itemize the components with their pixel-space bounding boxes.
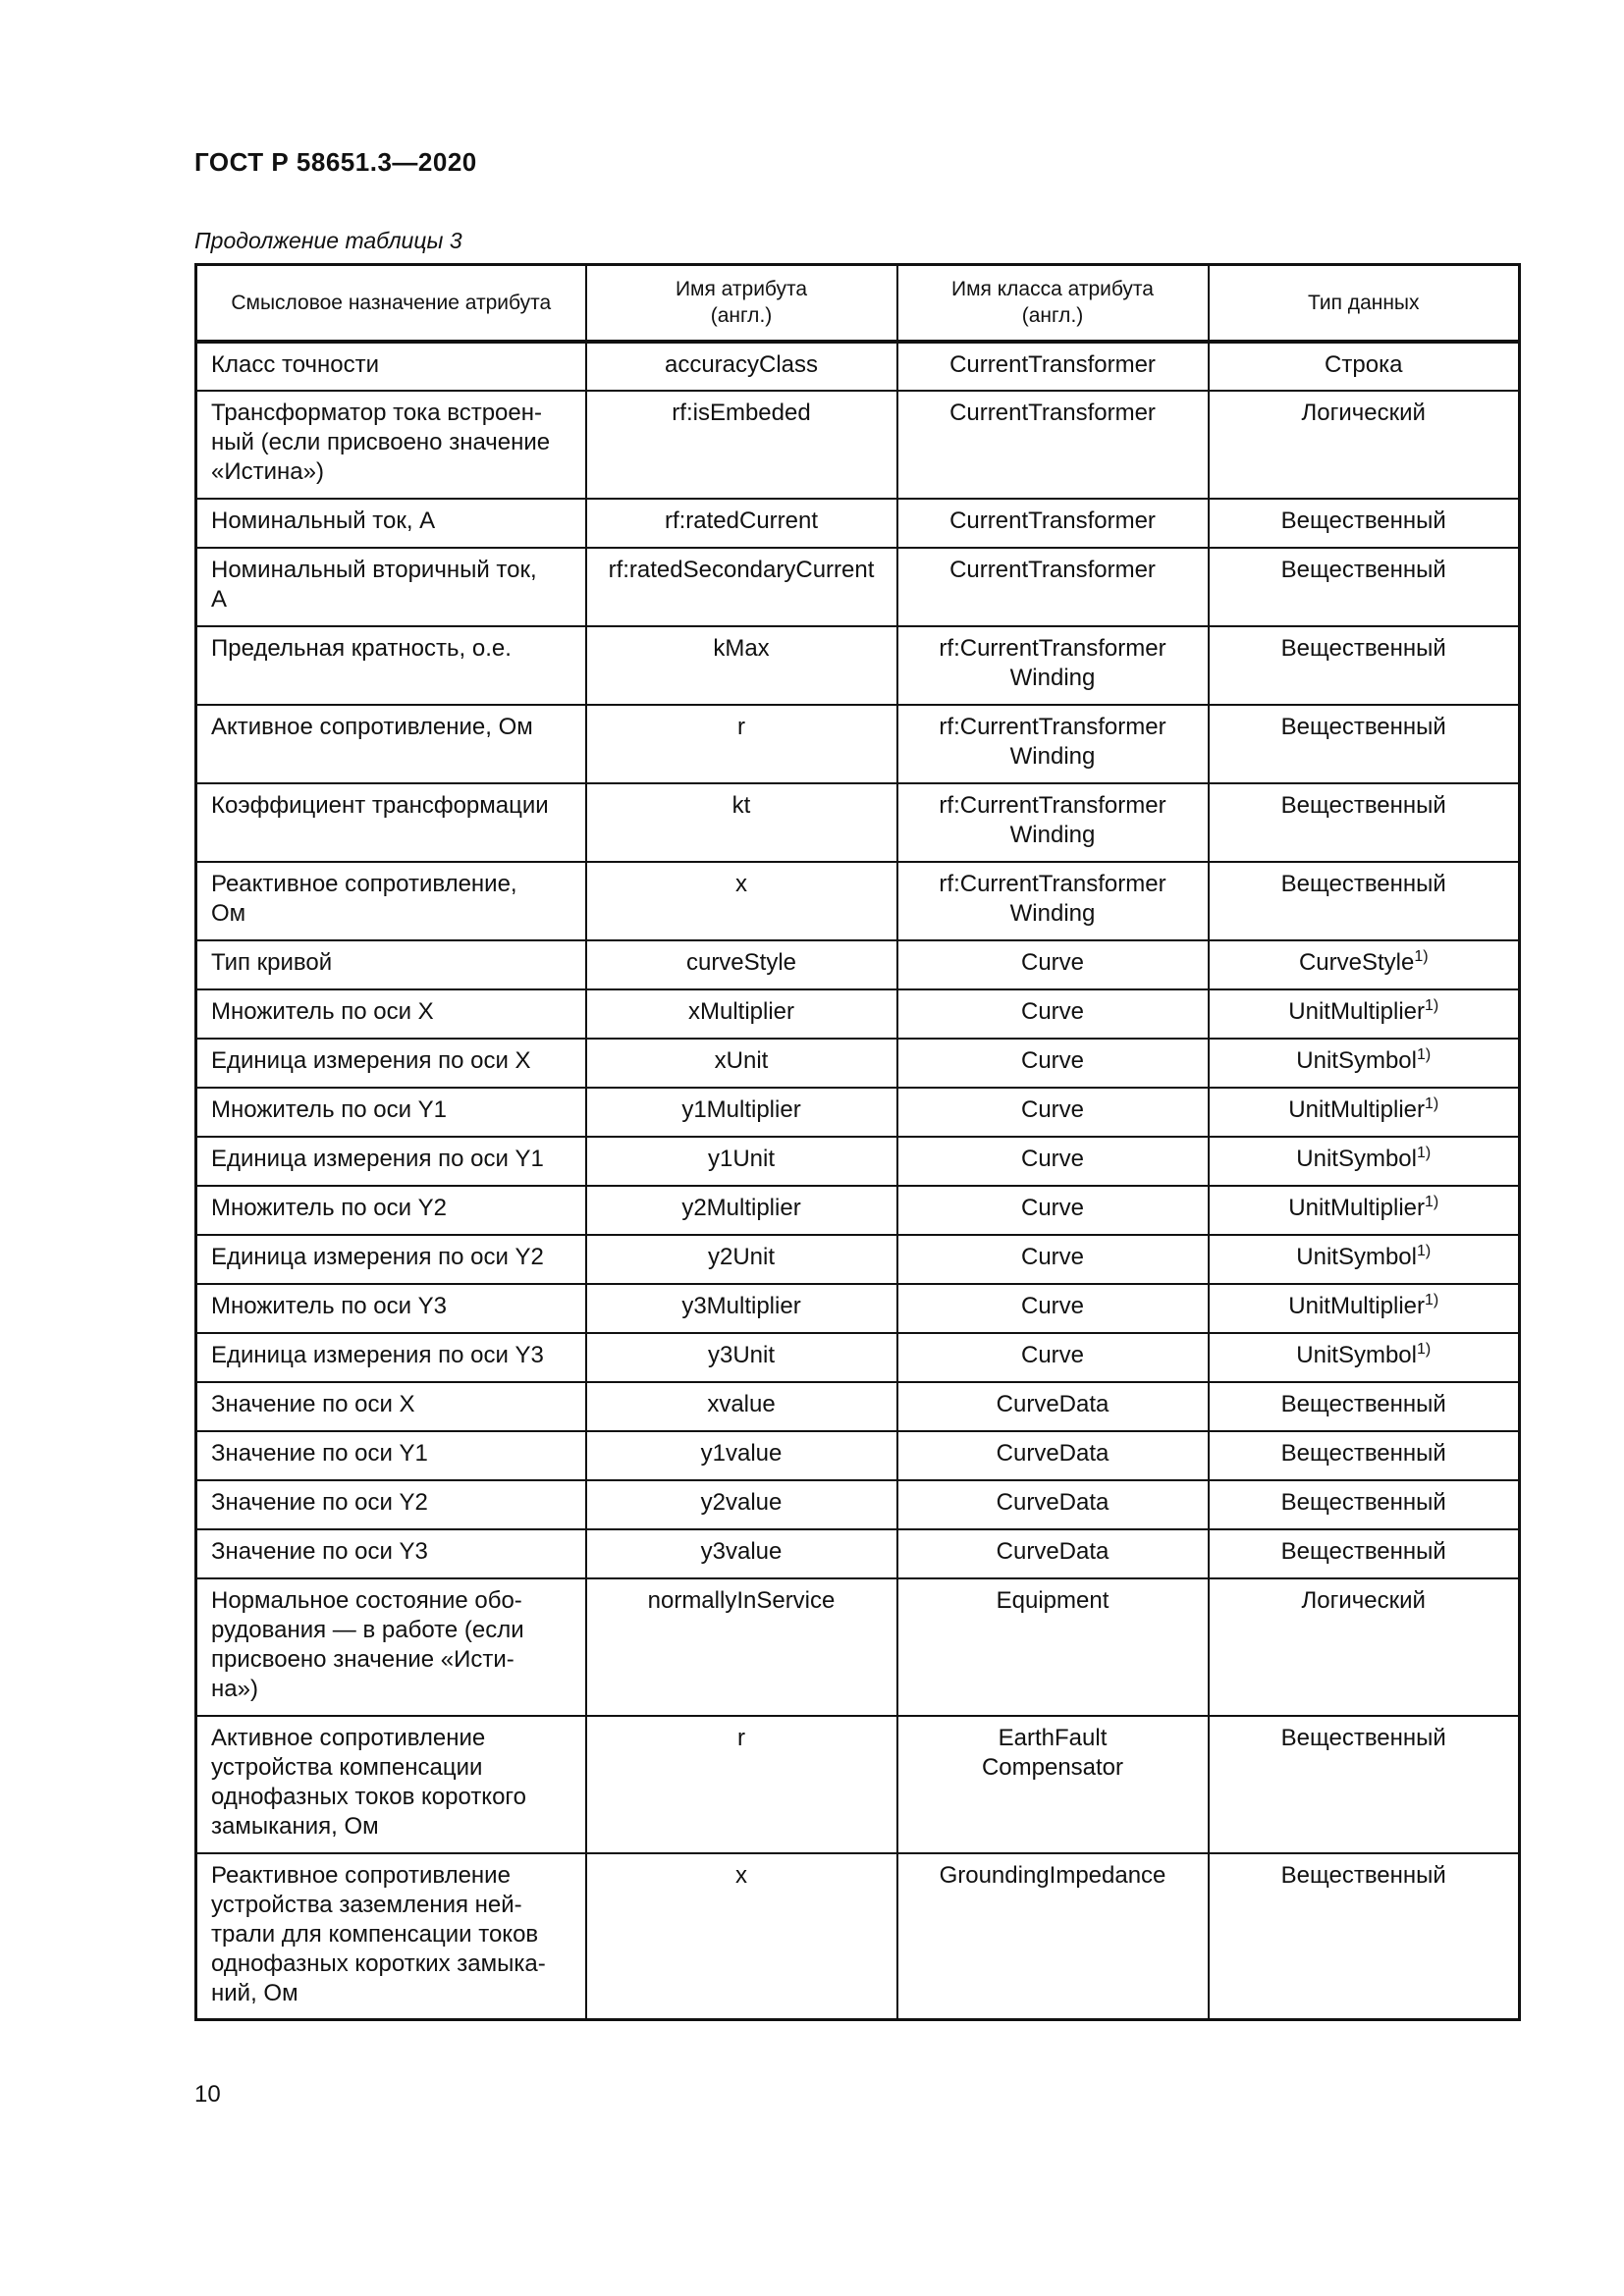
cell-line: CurrentTransformer — [949, 399, 1156, 426]
table-row — [196, 1716, 1520, 1853]
table-row — [196, 862, 1520, 940]
cell-class-name — [897, 1578, 1209, 1716]
cell-class-name — [897, 989, 1209, 1039]
cell-data-type — [1209, 1333, 1520, 1382]
cell-line: CurrentTransformer — [949, 507, 1156, 534]
cell-line: Equipment — [996, 1586, 1110, 1614]
cell-line: xUnit — [714, 1046, 769, 1074]
cell-attribute-meaning — [196, 1186, 586, 1235]
cell-attribute-meaning — [196, 1137, 586, 1186]
table-row — [196, 1853, 1520, 2020]
cell-class-name — [897, 1088, 1209, 1137]
cell-line: rf:ratedSecondaryCurrent — [608, 556, 875, 583]
cell-line: ний, Ом — [211, 1979, 298, 2006]
cell-line: rf:CurrentTransformer — [939, 791, 1166, 819]
data-type-text: UnitSymbol — [1296, 1046, 1417, 1074]
cell-line: xMultiplier — [687, 997, 795, 1025]
cell-class-name — [897, 1382, 1209, 1431]
cell-line: rf:CurrentTransformer — [939, 634, 1166, 662]
cell-line: Значение по оси Y2 — [211, 1488, 428, 1516]
cell-line: Winding — [1009, 821, 1096, 848]
cell-class-name — [897, 783, 1209, 862]
data-type-text: Строка — [1325, 350, 1403, 378]
cell-line: r — [737, 1724, 745, 1751]
data-type-text: Логический — [1301, 1586, 1426, 1614]
footnote-marker: 1) — [1424, 1291, 1439, 1308]
cell-data-type — [1209, 1480, 1520, 1529]
cell-line: Curve — [1020, 1095, 1085, 1123]
cell-class-name — [897, 1284, 1209, 1333]
column-header-attribute-name — [586, 265, 897, 342]
cell-attribute-name — [586, 1137, 897, 1186]
cell-line: Winding — [1009, 664, 1096, 691]
cell-line: kt — [731, 791, 751, 819]
table-row — [196, 989, 1520, 1039]
cell-line: CurveData — [996, 1390, 1110, 1417]
cell-line: Активное сопротивление — [211, 1724, 486, 1751]
cell-attribute-meaning — [196, 391, 586, 499]
cell-line: однофазных коротких замыка- — [211, 1949, 546, 1977]
cell-attribute-name — [586, 1186, 897, 1235]
data-type-text: UnitMultiplier — [1288, 1194, 1425, 1221]
table-row — [196, 1431, 1520, 1480]
data-type-text: Вещественный — [1280, 1724, 1446, 1751]
table-row — [196, 1137, 1520, 1186]
cell-data-type — [1209, 1578, 1520, 1716]
data-type-text: CurveStyle — [1298, 948, 1415, 976]
cell-attribute-name — [586, 1039, 897, 1088]
table-row — [196, 705, 1520, 783]
cell-line: Единица измерения по оси X — [211, 1046, 531, 1074]
standard-header: ГОСТ Р 58651.3—2020 — [194, 147, 477, 177]
cell-line: y2Multiplier — [681, 1194, 801, 1221]
data-type-text: Вещественный — [1280, 1537, 1446, 1565]
column-header-class-name — [897, 265, 1209, 342]
cell-data-type — [1209, 705, 1520, 783]
cell-data-type — [1209, 1284, 1520, 1333]
cell-line: Единица измерения по оси Y3 — [211, 1341, 544, 1368]
table-row — [196, 626, 1520, 705]
cell-line: rf:ratedCurrent — [664, 507, 819, 534]
cell-line: Curve — [1020, 948, 1085, 976]
cell-attribute-name — [586, 1088, 897, 1137]
cell-line: Номинальный ток, А — [211, 507, 436, 534]
cell-line: Множитель по оси X — [211, 997, 434, 1025]
data-type-text: Вещественный — [1280, 1390, 1446, 1417]
column-header-line: Имя класса атрибута — [951, 278, 1154, 301]
cell-line: устройства заземления ней- — [211, 1891, 522, 1918]
data-type-text: Вещественный — [1280, 1488, 1446, 1516]
table-row — [196, 1578, 1520, 1716]
cell-line: x — [735, 870, 747, 897]
footnote-marker: 1) — [1416, 1144, 1432, 1161]
cell-line: Трансформатор тока встроен- — [211, 399, 542, 426]
cell-attribute-meaning — [196, 626, 586, 705]
cell-class-name — [897, 1431, 1209, 1480]
cell-class-name — [897, 1333, 1209, 1382]
cell-attribute-name — [586, 1235, 897, 1284]
cell-line: y2value — [700, 1488, 783, 1516]
column-header-line: (англ.) — [710, 304, 773, 328]
cell-line: y1Unit — [707, 1145, 776, 1172]
cell-line: Активное сопротивление, Ом — [211, 713, 533, 740]
cell-line: на») — [211, 1675, 258, 1702]
cell-line: Winding — [1009, 899, 1096, 927]
cell-data-type — [1209, 1088, 1520, 1137]
data-type-text: UnitMultiplier — [1288, 1095, 1425, 1123]
cell-class-name — [897, 705, 1209, 783]
table-row — [196, 1529, 1520, 1578]
footnote-marker: 1) — [1416, 1340, 1432, 1358]
cell-data-type — [1209, 499, 1520, 548]
cell-line: Curve — [1020, 1292, 1085, 1319]
cell-attribute-meaning — [196, 705, 586, 783]
cell-data-type — [1209, 1137, 1520, 1186]
table-row — [196, 342, 1520, 391]
cell-line: curveStyle — [685, 948, 797, 976]
cell-line: rf:isEmbeded — [672, 399, 811, 426]
cell-class-name — [897, 1853, 1209, 2020]
attribute-table — [194, 263, 1521, 2021]
cell-data-type — [1209, 1382, 1520, 1431]
cell-attribute-meaning — [196, 548, 586, 626]
table-row — [196, 548, 1520, 626]
cell-attribute-meaning — [196, 1578, 586, 1716]
cell-class-name — [897, 1235, 1209, 1284]
cell-attribute-name — [586, 862, 897, 940]
data-type-text: UnitSymbol — [1296, 1145, 1417, 1172]
cell-line: Единица измерения по оси Y2 — [211, 1243, 544, 1270]
column-header-line: (англ.) — [1021, 304, 1084, 328]
page-number: 10 — [194, 2081, 221, 2108]
cell-line: kMax — [713, 634, 770, 662]
cell-line: Compensator — [981, 1753, 1124, 1781]
cell-line: Curve — [1020, 1243, 1085, 1270]
cell-attribute-meaning — [196, 342, 586, 391]
table-row — [196, 1088, 1520, 1137]
table-row — [196, 1039, 1520, 1088]
data-type-text: UnitSymbol — [1296, 1341, 1417, 1368]
cell-line: Реактивное сопротивление, — [211, 870, 517, 897]
cell-data-type — [1209, 989, 1520, 1039]
cell-line: rf:CurrentTransformer — [939, 870, 1166, 897]
cell-line: y3Unit — [707, 1341, 776, 1368]
cell-line: присвоено значение «Исти- — [211, 1645, 514, 1673]
footnote-marker: 1) — [1416, 1242, 1432, 1259]
cell-class-name — [897, 1480, 1209, 1529]
cell-data-type — [1209, 1039, 1520, 1088]
data-type-text: UnitSymbol — [1296, 1243, 1417, 1270]
cell-line: Curve — [1020, 1046, 1085, 1074]
cell-attribute-meaning — [196, 1039, 586, 1088]
cell-line: Множитель по оси Y2 — [211, 1194, 448, 1221]
cell-line: Значение по оси Y1 — [211, 1439, 428, 1467]
table-row — [196, 499, 1520, 548]
data-type-text: Вещественный — [1280, 556, 1446, 583]
cell-attribute-name — [586, 1716, 897, 1853]
cell-data-type — [1209, 391, 1520, 499]
data-type-text: Вещественный — [1280, 791, 1446, 819]
cell-class-name — [897, 548, 1209, 626]
cell-line: А — [211, 585, 228, 613]
cell-line: y3value — [700, 1537, 783, 1565]
column-header-line: Имя атрибута — [675, 278, 808, 301]
cell-line: Curve — [1020, 1145, 1085, 1172]
cell-line: Множитель по оси Y3 — [211, 1292, 448, 1319]
table-row — [196, 1235, 1520, 1284]
cell-attribute-name — [586, 705, 897, 783]
cell-attribute-meaning — [196, 989, 586, 1039]
table-row — [196, 940, 1520, 989]
data-type-text: Вещественный — [1280, 1439, 1446, 1467]
cell-line: Curve — [1020, 1194, 1085, 1221]
table-row — [196, 1186, 1520, 1235]
cell-line: однофазных токов короткого — [211, 1783, 526, 1810]
cell-attribute-meaning — [196, 1431, 586, 1480]
cell-class-name — [897, 940, 1209, 989]
cell-line: CurveData — [996, 1488, 1110, 1516]
cell-attribute-name — [586, 499, 897, 548]
data-type-text: Вещественный — [1280, 870, 1446, 897]
table-body — [196, 342, 1520, 2020]
table-row — [196, 783, 1520, 862]
cell-line: замыкания, Ом — [211, 1812, 379, 1840]
cell-class-name — [897, 499, 1209, 548]
table-header-row — [196, 265, 1520, 342]
cell-class-name — [897, 626, 1209, 705]
cell-line: CurrentTransformer — [949, 350, 1156, 378]
column-header-line: Тип данных — [1307, 291, 1420, 314]
cell-attribute-meaning — [196, 1088, 586, 1137]
cell-line: рудования — в работе (если — [211, 1616, 524, 1643]
cell-class-name — [897, 391, 1209, 499]
cell-attribute-meaning — [196, 1853, 586, 2020]
cell-line: Winding — [1009, 742, 1096, 770]
cell-class-name — [897, 1039, 1209, 1088]
table-caption: Продолжение таблицы 3 — [194, 228, 462, 253]
cell-line: y2Unit — [707, 1243, 776, 1270]
cell-attribute-name — [586, 1578, 897, 1716]
table-row — [196, 1333, 1520, 1382]
cell-class-name — [897, 1186, 1209, 1235]
cell-line: устройства компенсации — [211, 1753, 483, 1781]
column-header-data-type — [1209, 265, 1520, 342]
cell-attribute-meaning — [196, 1284, 586, 1333]
data-type-text: Логический — [1301, 399, 1426, 426]
column-header-meaning — [196, 265, 586, 342]
cell-attribute-name — [586, 940, 897, 989]
cell-attribute-meaning — [196, 499, 586, 548]
cell-line: accuracyClass — [664, 350, 819, 378]
cell-attribute-name — [586, 1333, 897, 1382]
cell-class-name — [897, 1137, 1209, 1186]
cell-attribute-name — [586, 626, 897, 705]
footnote-marker: 1) — [1424, 1095, 1439, 1112]
table-header — [196, 265, 1520, 342]
cell-line: Множитель по оси Y1 — [211, 1095, 448, 1123]
cell-attribute-meaning — [196, 1235, 586, 1284]
cell-line: Номинальный вторичный ток, — [211, 556, 537, 583]
cell-attribute-meaning — [196, 940, 586, 989]
cell-attribute-meaning — [196, 862, 586, 940]
cell-attribute-name — [586, 1480, 897, 1529]
cell-attribute-meaning — [196, 1529, 586, 1578]
data-type-text: Вещественный — [1280, 1861, 1446, 1889]
cell-attribute-meaning — [196, 1480, 586, 1529]
cell-line: y1value — [700, 1439, 783, 1467]
cell-class-name — [897, 862, 1209, 940]
cell-line: Ом — [211, 899, 246, 927]
footnote-marker: 1) — [1424, 1193, 1439, 1210]
cell-attribute-name — [586, 783, 897, 862]
cell-attribute-meaning — [196, 1382, 586, 1431]
cell-data-type — [1209, 1853, 1520, 2020]
cell-line: EarthFault — [998, 1724, 1108, 1751]
cell-line: Значение по оси X — [211, 1390, 415, 1417]
cell-attribute-meaning — [196, 1333, 586, 1382]
cell-class-name — [897, 342, 1209, 391]
column-header-line: Смысловое назначение атрибута — [231, 291, 552, 314]
cell-class-name — [897, 1716, 1209, 1853]
cell-line: CurveData — [996, 1439, 1110, 1467]
data-type-text: Вещественный — [1280, 634, 1446, 662]
table-row — [196, 391, 1520, 499]
cell-attribute-name — [586, 1431, 897, 1480]
table-row — [196, 1382, 1520, 1431]
cell-line: «Истина») — [211, 457, 324, 485]
cell-attribute-name — [586, 342, 897, 391]
table-row — [196, 1480, 1520, 1529]
cell-line: Реактивное сопротивление — [211, 1861, 511, 1889]
cell-attribute-meaning — [196, 1716, 586, 1853]
cell-data-type — [1209, 1235, 1520, 1284]
cell-line: Тип кривой — [211, 948, 333, 976]
cell-data-type — [1209, 1716, 1520, 1853]
cell-line: y3Multiplier — [681, 1292, 801, 1319]
footnote-marker: 1) — [1424, 996, 1439, 1014]
cell-line: Значение по оси Y3 — [211, 1537, 428, 1565]
cell-attribute-name — [586, 548, 897, 626]
data-type-text: UnitMultiplier — [1288, 997, 1425, 1025]
cell-data-type — [1209, 548, 1520, 626]
cell-line: трали для компенсации токов — [211, 1920, 539, 1948]
cell-data-type — [1209, 940, 1520, 989]
cell-line: ный (если присвоено значение — [211, 428, 551, 455]
cell-line: Нормальное состояние обо- — [211, 1586, 522, 1614]
cell-attribute-name — [586, 1382, 897, 1431]
cell-line: Класс точности — [211, 350, 380, 378]
footnote-marker: 1) — [1416, 1045, 1432, 1063]
cell-line: x — [735, 1861, 747, 1889]
cell-attribute-name — [586, 1853, 897, 2020]
cell-data-type — [1209, 1431, 1520, 1480]
data-type-text: Вещественный — [1280, 507, 1446, 534]
cell-line: xvalue — [707, 1390, 776, 1417]
cell-attribute-name — [586, 1284, 897, 1333]
cell-data-type — [1209, 1529, 1520, 1578]
footnote-marker: 1) — [1414, 947, 1429, 965]
cell-line: Коэффициент трансформации — [211, 791, 549, 819]
cell-line: Предельная кратность, о.е. — [211, 634, 512, 662]
cell-line: rf:CurrentTransformer — [939, 713, 1166, 740]
cell-line: GroundingImpedance — [939, 1861, 1166, 1889]
cell-data-type — [1209, 342, 1520, 391]
cell-attribute-name — [586, 1529, 897, 1578]
cell-line: Curve — [1020, 1341, 1085, 1368]
cell-line: r — [737, 713, 745, 740]
cell-line: y1Multiplier — [681, 1095, 801, 1123]
cell-attribute-name — [586, 391, 897, 499]
cell-line: Curve — [1020, 997, 1085, 1025]
cell-attribute-meaning — [196, 783, 586, 862]
cell-line: normallyInService — [647, 1586, 836, 1614]
table-row — [196, 1284, 1520, 1333]
cell-data-type — [1209, 862, 1520, 940]
data-type-text: UnitMultiplier — [1288, 1292, 1425, 1319]
cell-line: CurveData — [996, 1537, 1110, 1565]
data-type-text: Вещественный — [1280, 713, 1446, 740]
cell-data-type — [1209, 1186, 1520, 1235]
cell-line: Единица измерения по оси Y1 — [211, 1145, 544, 1172]
cell-line: CurrentTransformer — [949, 556, 1156, 583]
cell-data-type — [1209, 783, 1520, 862]
cell-class-name — [897, 1529, 1209, 1578]
cell-data-type — [1209, 626, 1520, 705]
cell-attribute-name — [586, 989, 897, 1039]
